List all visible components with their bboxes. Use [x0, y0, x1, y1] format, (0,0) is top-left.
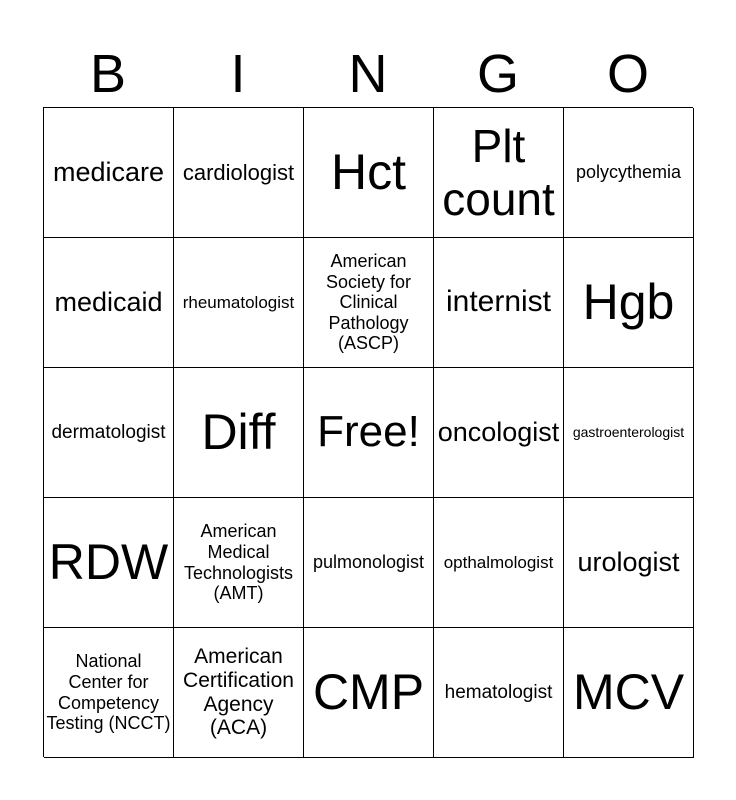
bingo-cell[interactable] [304, 108, 434, 238]
bingo-cell[interactable] [434, 628, 564, 758]
bingo-cell[interactable] [174, 368, 304, 498]
bingo-header [43, 40, 693, 108]
cell-text: opthalmologist [443, 552, 554, 572]
bingo-cell[interactable] [44, 498, 174, 628]
cell-text: pulmonologist [312, 552, 425, 573]
bingo-cell[interactable] [174, 238, 304, 368]
bingo-cell[interactable] [304, 238, 434, 368]
bingo-cell[interactable] [44, 108, 174, 238]
cell-text: National Center for Competency Testing (NCCT) [46, 651, 171, 734]
cell-text: Diff [201, 404, 276, 460]
free-space-text: Free! [317, 407, 420, 457]
cell-text: medicaid [54, 287, 163, 318]
bingo-cell[interactable] [564, 108, 694, 238]
cell-text: polycythemia [575, 162, 682, 183]
bingo-cell[interactable] [304, 498, 434, 628]
cell-text: American Society for Clinical Pathology (ASCP) [325, 251, 412, 354]
cell-text: dermatologist [51, 421, 166, 443]
bingo-cell[interactable] [174, 498, 304, 628]
cell-text: medicare [52, 157, 165, 188]
header-letter-b: B [89, 44, 127, 104]
cell-text: Hgb [582, 274, 675, 330]
bingo-cell[interactable] [44, 368, 174, 498]
cell-text: MCV [572, 664, 685, 720]
bingo-board [43, 107, 693, 757]
bingo-cell[interactable] [434, 498, 564, 628]
bingo-cell[interactable] [44, 238, 174, 368]
cell-text: cardiologist [182, 159, 295, 185]
bingo-cell[interactable] [44, 628, 174, 758]
bingo-cell[interactable] [174, 628, 304, 758]
cell-text: rheumatologist [182, 292, 295, 312]
cell-text: urologist [577, 547, 680, 578]
bingo-cell[interactable] [564, 628, 694, 758]
bingo-cell[interactable] [304, 628, 434, 758]
cell-text: Hct [331, 144, 406, 200]
cell-text: American Certification Agency (ACA) [183, 644, 294, 740]
bingo-cell[interactable] [174, 108, 304, 238]
bingo-cell[interactable] [434, 368, 564, 498]
cell-text: hematologist [444, 681, 553, 703]
bingo-cell[interactable] [564, 498, 694, 628]
cell-text: oncologist [437, 417, 560, 448]
header-letter-i: I [230, 44, 246, 104]
bingo-cell[interactable] [434, 108, 564, 238]
bingo-cell[interactable] [564, 368, 694, 498]
header-letter-n: N [348, 44, 388, 104]
cell-text: CMP [312, 664, 425, 720]
cell-text: Plt count [442, 120, 555, 225]
cell-text: internist [445, 285, 552, 319]
header-letter-o: O [606, 44, 649, 104]
bingo-cell[interactable] [434, 238, 564, 368]
cell-text: RDW [48, 534, 169, 590]
bingo-cell[interactable] [564, 238, 694, 368]
free-space-cell[interactable] [304, 368, 434, 498]
header-letter-g: G [476, 44, 519, 104]
cell-text: gastroenterologist [572, 423, 685, 440]
cell-text: American Medical Technologists (AMT) [183, 521, 294, 604]
